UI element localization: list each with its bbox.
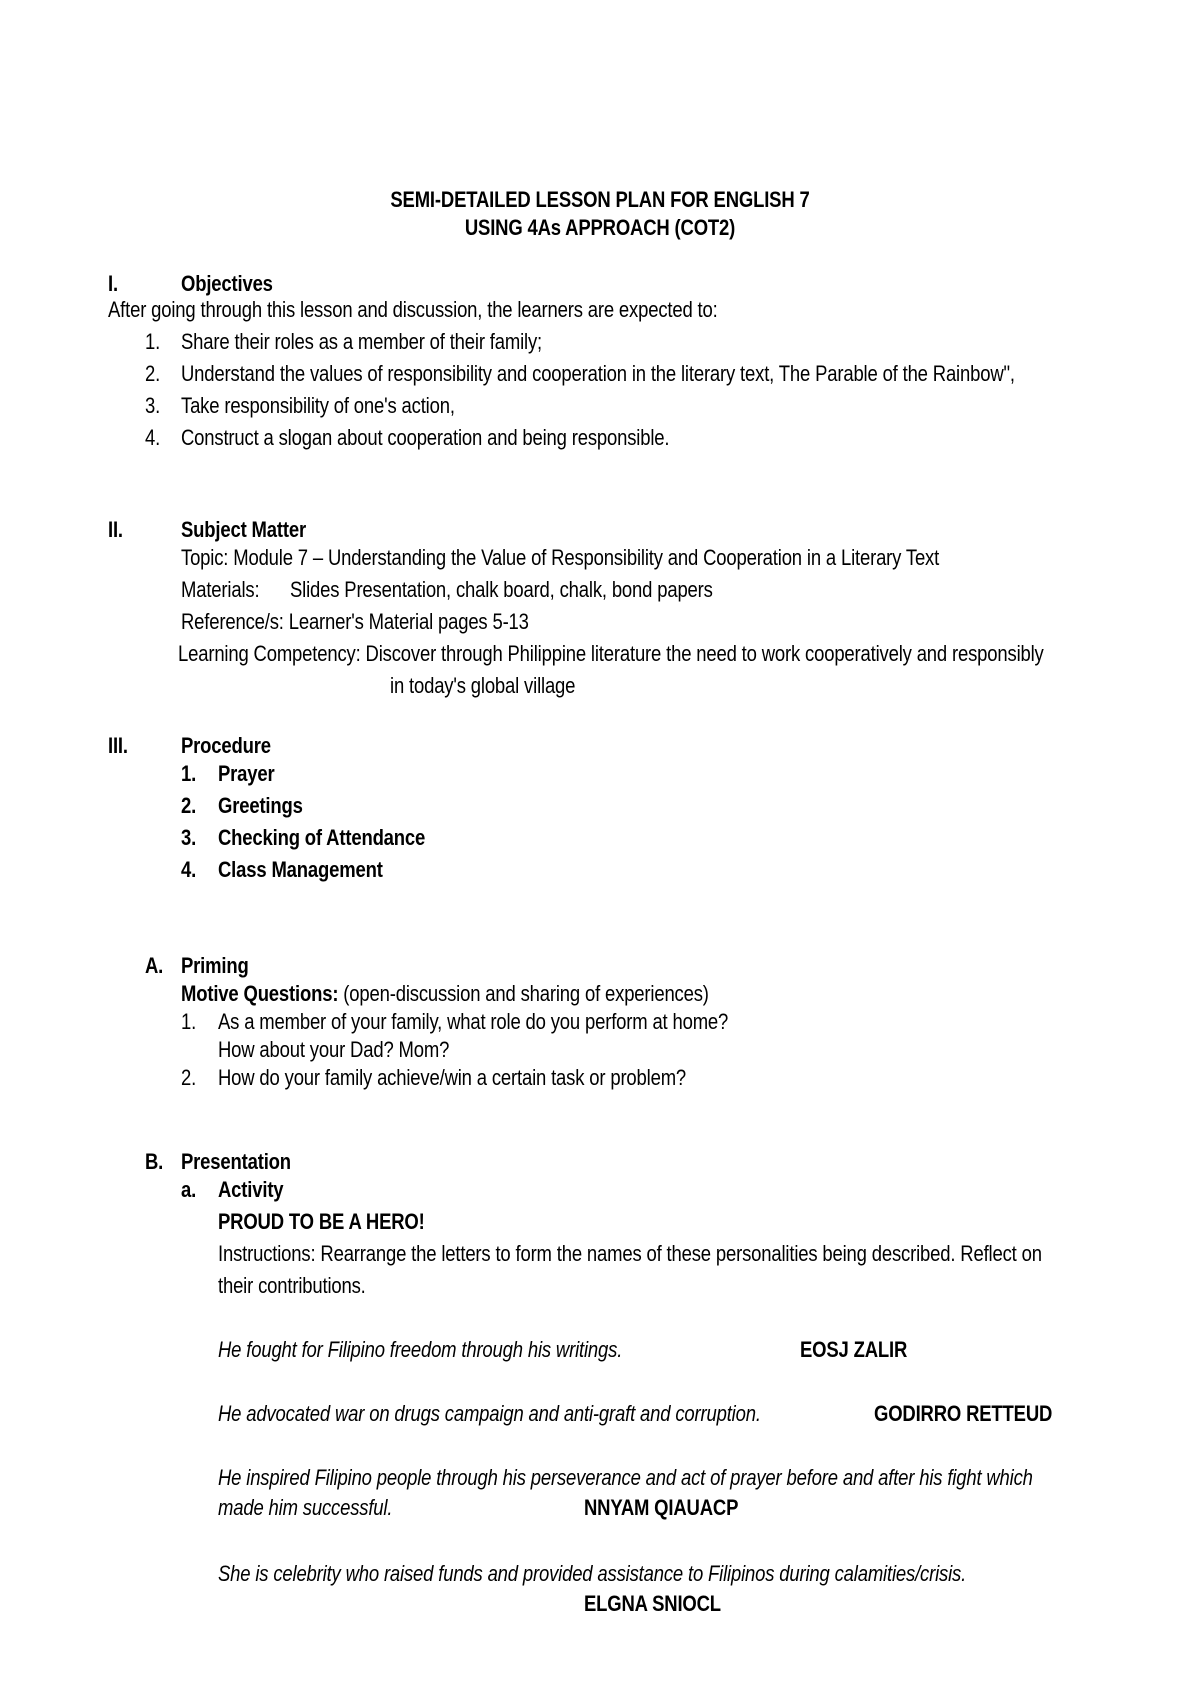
- question-number: 1.: [181, 1009, 197, 1034]
- hero-clue-continued: made him successful.: [218, 1495, 393, 1520]
- objective-number: 1.: [145, 329, 161, 354]
- subject-topic: Topic: Module 7 – Understanding the Value of Responsibility and Cooperation in a Literary Text: [181, 545, 940, 570]
- objective-number: 3.: [145, 393, 161, 418]
- motive-questions-note: (open-discussion and sharing of experiences): [338, 981, 709, 1006]
- question-text: How do your family achieve/win a certain task or problem?: [218, 1065, 687, 1090]
- procedure-step: Greetings: [218, 793, 303, 818]
- question-text: As a member of your family, what role do you perform at home?: [218, 1009, 729, 1034]
- procedure-step: Class Management: [218, 857, 383, 882]
- subsection-letter-priming: A.: [145, 953, 164, 978]
- activity-instructions-line-1: Instructions: Rearrange the letters to form the names of these personalities being described. Reflect on: [218, 1241, 1042, 1266]
- subject-competency-line-2: in today's global village: [390, 673, 576, 698]
- activity-letter: a.: [181, 1177, 197, 1202]
- procedure-step-number: 3.: [181, 825, 197, 850]
- title-line-1: SEMI-DETAILED LESSON PLAN FOR ENGLISH 7: [390, 187, 810, 212]
- subsection-heading-priming: Priming: [181, 953, 249, 978]
- hero-clue: He advocated war on drugs campaign and anti-graft and corruption.: [218, 1401, 761, 1426]
- objective-text: Understand the values of responsibility and cooperation in the literary text, The Parable of the Rainbow",: [181, 361, 1015, 386]
- hero-clue: She is celebrity who raised funds and provided assistance to Filipinos during calamities/crisis.: [218, 1561, 967, 1586]
- question-text-continued: How about your Dad? Mom?: [218, 1037, 450, 1062]
- objectives-intro: After going through this lesson and discussion, the learners are expected to:: [108, 297, 718, 322]
- subject-references: Reference/s: Learner's Material pages 5-13: [181, 609, 529, 634]
- activity-instructions-line-2: their contributions.: [218, 1273, 366, 1298]
- section-heading-procedure: Procedure: [181, 733, 271, 758]
- hero-scrambled-name: ELGNA SNIOCL: [584, 1591, 721, 1616]
- procedure-step: Prayer: [218, 761, 275, 786]
- objective-number: 2.: [145, 361, 161, 386]
- section-numeral-objectives: I.: [108, 271, 118, 296]
- motive-questions-label: Motive Questions:: [181, 981, 339, 1006]
- motive-questions-line: [181, 980, 709, 1008]
- procedure-step-number: 2.: [181, 793, 197, 818]
- section-heading-subject-matter: Subject Matter: [181, 517, 306, 542]
- hero-scrambled-name: EOSJ ZALIR: [800, 1337, 908, 1362]
- objective-text: Take responsibility of one's action,: [181, 393, 455, 418]
- subsection-letter-presentation: B.: [145, 1149, 164, 1174]
- objective-text: Share their roles as a member of their family;: [181, 329, 542, 354]
- hero-clue: He fought for Filipino freedom through his writings.: [218, 1337, 623, 1362]
- procedure-step: Checking of Attendance: [218, 825, 426, 850]
- activity-title: PROUD TO BE A HERO!: [218, 1209, 425, 1234]
- subject-materials-label: Materials:: [181, 577, 260, 602]
- section-heading-objectives: Objectives: [181, 271, 273, 296]
- section-numeral-procedure: III.: [108, 733, 128, 758]
- procedure-step-number: 1.: [181, 761, 197, 786]
- subject-materials-value: Slides Presentation, chalk board, chalk, bond papers: [290, 577, 713, 602]
- section-numeral-subject-matter: II.: [108, 517, 123, 542]
- hero-scrambled-name: GODIRRO RETTEUD: [874, 1401, 1053, 1426]
- subsection-heading-presentation: Presentation: [181, 1149, 291, 1174]
- activity-heading: Activity: [218, 1177, 284, 1202]
- objective-number: 4.: [145, 425, 161, 450]
- question-number: 2.: [181, 1065, 197, 1090]
- objective-text: Construct a slogan about cooperation and being responsible.: [181, 425, 670, 450]
- subject-competency-line-1: Learning Competency: Discover through Philippine literature the need to work cooperatively and responsibly: [178, 641, 1044, 666]
- hero-clue: He inspired Filipino people through his perseverance and act of prayer before and after his fight which: [218, 1465, 1033, 1490]
- procedure-step-number: 4.: [181, 857, 197, 882]
- hero-scrambled-name: NNYAM QIAUACP: [584, 1495, 739, 1520]
- title-line-2: USING 4As APPROACH (COT2): [464, 215, 736, 240]
